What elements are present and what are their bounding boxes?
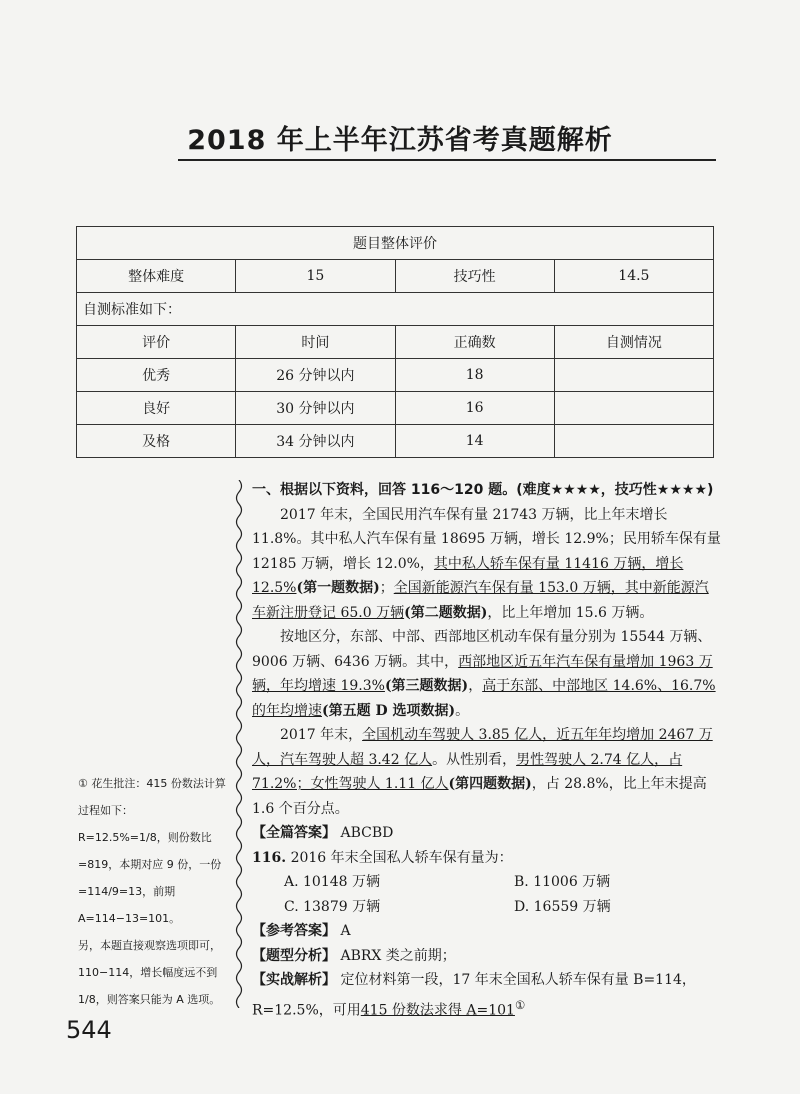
question-content (252, 478, 722, 1023)
table-caption: 题目整体评价 (77, 227, 714, 260)
highlighted-data: 男性驾驶人 2.74 亿人，占 71.2%；女性驾驶人 1.11 亿人 (252, 751, 683, 792)
title-underline (178, 159, 716, 161)
column-header: 正确数 (395, 326, 554, 359)
option-a: A. 10148 万辆 (284, 874, 380, 890)
skill-value: 14.5 (554, 260, 713, 293)
reference-answer-value: A (340, 923, 351, 939)
question-type-label: 【题型分析】 (252, 947, 336, 964)
text-span: 按地区分，东部、中部、西部地区机动车保有量分别为 15544 万辆、9006 万辆、6436 万辆。其中， (252, 629, 712, 670)
data-tag: (第五题 D 选项数据) (322, 702, 456, 719)
page-title: 2018 年上半年江苏省考真题解析 (187, 125, 613, 156)
data-tag: (第二题数据) (404, 604, 488, 621)
all-answers-value: ABCBD (340, 825, 394, 841)
table-cell (554, 425, 713, 458)
analysis-label: 【实战解析】 (252, 972, 336, 988)
footnote-marker: ① (514, 997, 526, 1012)
analysis-text: 定位材料第一段，17 年末全国私人轿车保有量 B=114，R=12.5%，可用 (252, 972, 696, 1019)
table-column-headers (77, 326, 714, 359)
table-row (77, 260, 714, 293)
text-span: 。 (455, 702, 470, 719)
table-header-row (77, 227, 714, 260)
text-span: 。从性别看， (432, 751, 517, 768)
annotation-title: ① 花生批注：415 份数法计算过程如下： (78, 777, 226, 817)
reference-answer-label: 【参考答案】 (252, 923, 336, 939)
page-number: 544 (66, 1016, 112, 1044)
analysis-line (252, 968, 722, 1023)
text-span: ； (379, 580, 394, 596)
margin-wavy-line (232, 480, 246, 1008)
difficulty-value: 15 (236, 260, 395, 293)
skill-label: 技巧性 (395, 260, 554, 293)
highlighted-data: 全国新能源汽车保有量 153.0 万辆，其中新能源汽车新注册登记 65.0 万辆 (252, 580, 709, 621)
material-paragraph-1 (252, 503, 722, 626)
column-header: 自测情况 (554, 326, 713, 359)
text-span: 2017 年末，全国民用汽车保有量 21743 万辆，比上年末增长 11.8%。其中私人汽车保有量 18695 万辆，增长 12.9%；民用轿车保有量 12185 万辆，增长 12.0%， (252, 506, 721, 572)
column-header: 时间 (236, 326, 395, 359)
difficulty-label: 整体难度 (77, 260, 236, 293)
table-cell: 16 (395, 392, 554, 425)
text-span: ，比上年增加 15.6 万辆。 (487, 604, 654, 621)
table-cell: 30 分钟以内 (236, 392, 395, 425)
annotation-note: 另，本题直接观察选项即可，110−114，增长幅度远不到 1/8，则答案只能为 A 选项。 (78, 939, 221, 1006)
table-cell: 及格 (77, 425, 236, 458)
evaluation-table (76, 226, 714, 458)
table-cell: 14 (395, 425, 554, 458)
question-type-value: ABRX 类之前期； (340, 947, 456, 964)
question-stem (252, 846, 722, 871)
table-cell (554, 392, 713, 425)
all-answers-label: 【全篇答案】 (252, 825, 336, 841)
table-cell: 34 分钟以内 (236, 425, 395, 458)
material-paragraph-2 (252, 625, 722, 723)
table-row (77, 359, 714, 392)
highlighted-data: 全国机动车驾驶人 3.85 亿人，近五年年均增加 2467 万人，汽车驾驶人超 3.42 亿人 (252, 727, 713, 768)
table-cell: 优秀 (77, 359, 236, 392)
all-answers-line (252, 821, 722, 846)
sidebar-annotation (78, 770, 228, 1013)
table-cell: 18 (395, 359, 554, 392)
table-cell (554, 359, 713, 392)
annotation-calculation: R=12.5%=1/8，则份数比=819，本期对应 9 份，一份=114/9=13，前期 A=114−13=101。 (78, 831, 222, 925)
option-c: C. 13879 万辆 (284, 898, 381, 915)
highlighted-data: 其中私人轿车保有量 11416 万辆，增长 12.5% (252, 555, 684, 596)
analysis-highlight: 415 份数法求得 A=101 (360, 1002, 515, 1019)
text-span: 2017 年末， (280, 727, 363, 743)
option-b: B. 11006 万辆 (514, 874, 611, 890)
table-cell: 26 分钟以内 (236, 359, 395, 392)
question-number: 116. (252, 849, 287, 866)
data-tag: (第一题数据) (296, 580, 380, 596)
standard-note: 自测标准如下： (77, 293, 714, 326)
table-row (77, 392, 714, 425)
answer-options (252, 870, 722, 919)
option-d: D. 16559 万辆 (514, 898, 611, 915)
reference-answer-line (252, 919, 722, 944)
data-tag: (第四题数据) (448, 776, 532, 792)
table-row (77, 293, 714, 326)
material-paragraph-3 (252, 723, 722, 821)
highlighted-data: 西部地区近五年汽车保有量增加 1963 万辆，年均增速 19.3% (252, 653, 713, 694)
question-text: 2016 年末全国私人轿车保有量为： (290, 849, 513, 866)
question-type-line (252, 944, 722, 969)
data-tag: (第三题数据) (384, 678, 469, 694)
column-header: 评价 (77, 326, 236, 359)
highlighted-data: 高于东部、中部地区 14.6%、16.7%的年均增速 (252, 678, 716, 719)
text-span: ，占 28.8%，比上年末提高 1.6 个百分点。 (252, 776, 707, 817)
section-heading: 一、根据以下资料，回答 116～120 题。(难度★★★★，技巧性★★★★) (252, 482, 714, 498)
table-row (77, 425, 714, 458)
text-span: ， (468, 678, 483, 694)
table-cell: 良好 (77, 392, 236, 425)
